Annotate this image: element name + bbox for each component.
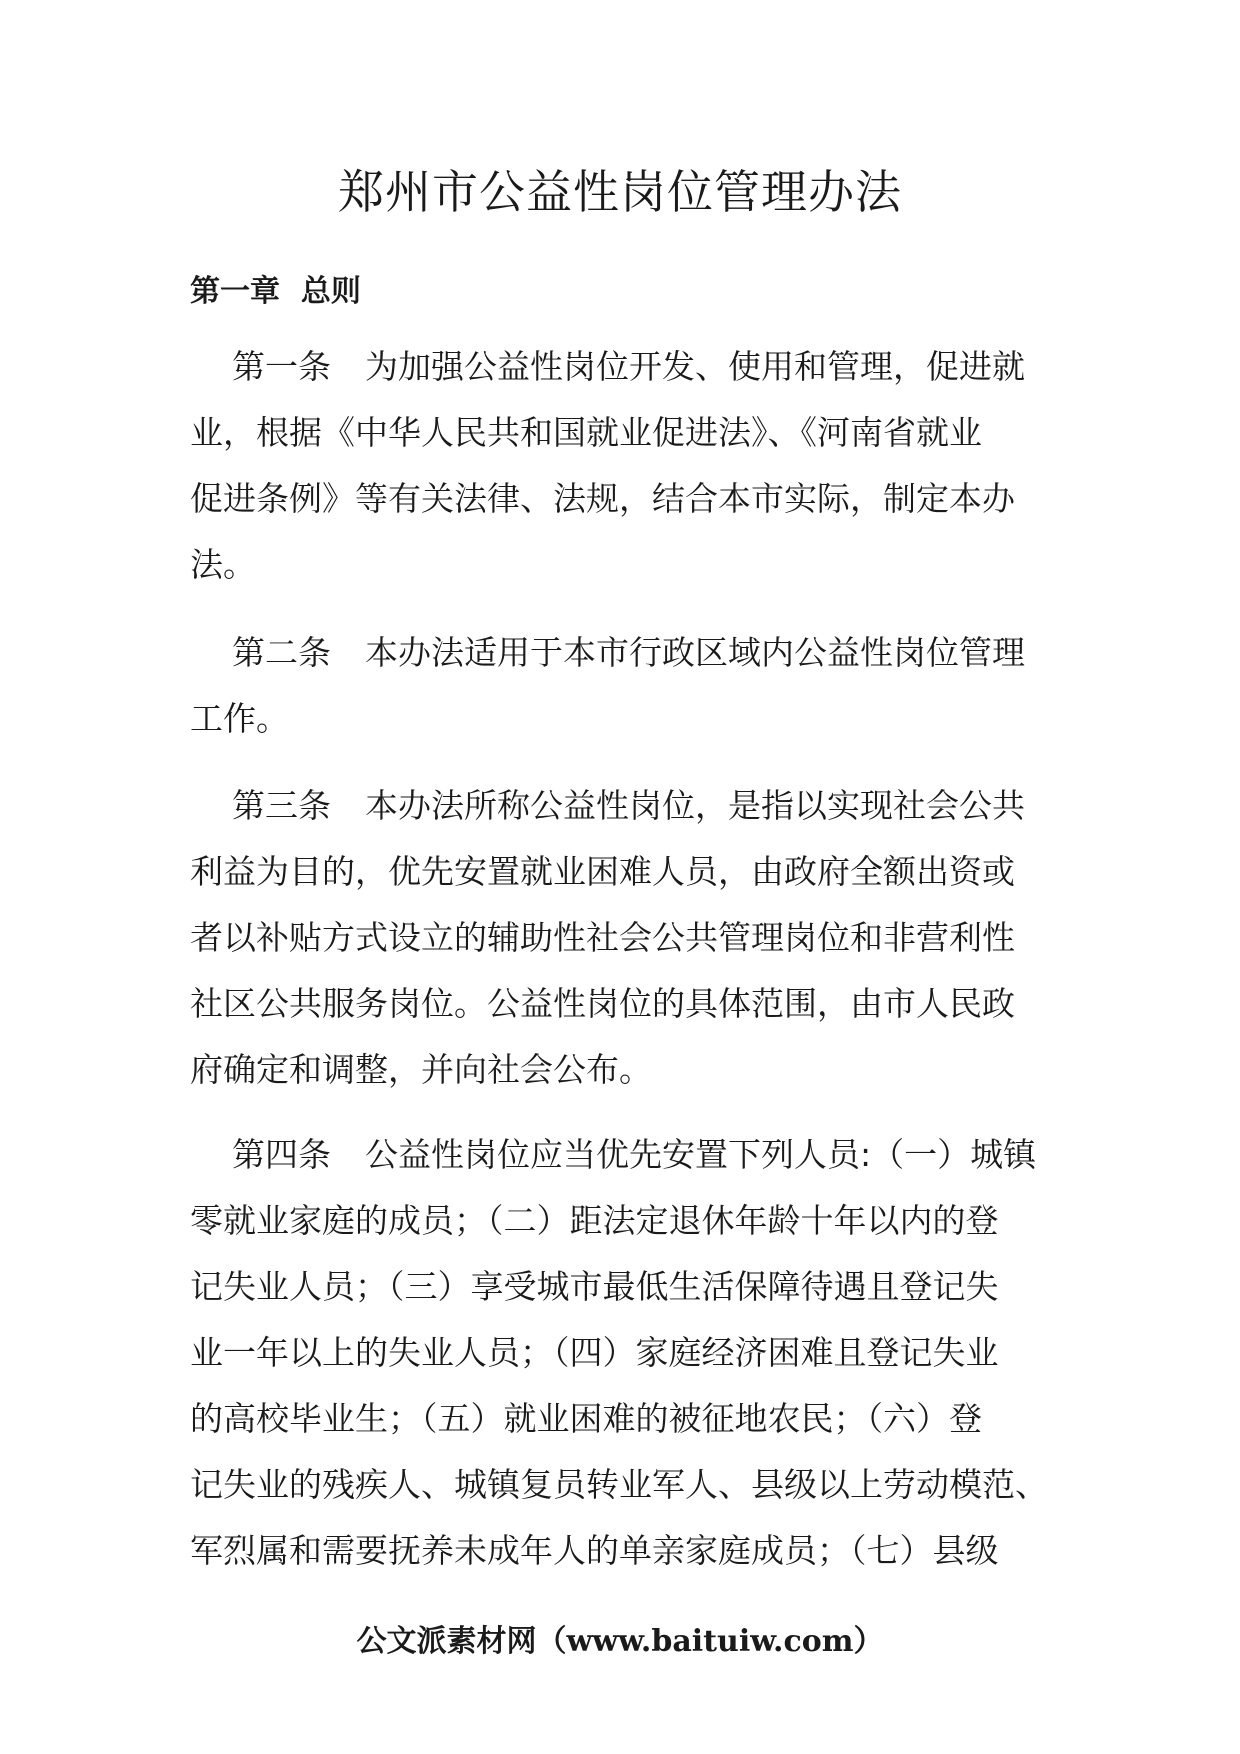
article-line: 业，根据《中华人民共和国就业促进法》、《河南省就业 (190, 413, 982, 452)
article-line: 利益为目的，优先安置就业困难人员，由政府全额出资或 (190, 852, 1015, 891)
article-line (190, 334, 1050, 400)
article-line (190, 773, 1050, 839)
article-line: 零就业家庭的成员；（二）距法定退休年龄十年以内的登 (190, 1201, 999, 1240)
article-number: 第一条 (232, 347, 331, 386)
chapter-heading: 第一章 总则 (190, 274, 361, 309)
article-text: 本办法适用于本市行政区域内公益性岗位管理 (365, 633, 1025, 672)
article-line: 工作。 (190, 699, 289, 738)
article-3 (190, 773, 1050, 1103)
article-number: 第三条 (232, 786, 331, 825)
article-line: 府确定和调整，并向社会公布。 (190, 1050, 652, 1089)
article-line: 促进条例》等有关法律、法规，结合本市实际，制定本办 (190, 479, 1015, 518)
article-line (190, 1122, 1050, 1188)
article-line (190, 620, 1050, 686)
article-text: 本办法所称公益性岗位，是指以实现社会公共 (365, 786, 1025, 825)
article-line: 记失业人员；（三）享受城市最低生活保障待遇且登记失 (190, 1267, 999, 1306)
footer-watermark: 公文派素材网（www.baituiw.com） (356, 1624, 884, 1659)
article-number: 第四条 (232, 1135, 331, 1174)
article-line: 记失业的残疾人、城镇复员转业军人、县级以上劳动模范、 (190, 1465, 1048, 1504)
article-line: 军烈属和需要抚养未成年人的单亲家庭成员；（七）县级 (190, 1531, 999, 1570)
article-line: 社区公共服务岗位。公益性岗位的具体范围，由市人民政 (190, 984, 1015, 1023)
article-text: 为加强公益性岗位开发、使用和管理，促进就 (365, 347, 1025, 386)
article-2 (190, 620, 1050, 752)
article-line: 的高校毕业生；（五）就业困难的被征地农民；（六）登 (190, 1399, 982, 1438)
article-1 (190, 334, 1050, 598)
article-line: 者以补贴方式设立的辅助性社会公共管理岗位和非营利性 (190, 918, 1015, 957)
article-line: 业一年以上的失业人员；（四）家庭经济困难且登记失业 (190, 1333, 999, 1372)
article-line: 法。 (190, 545, 256, 584)
article-number: 第二条 (232, 633, 331, 672)
document-title: 郑州市公益性岗位管理办法 (338, 165, 902, 219)
article-4 (190, 1122, 1050, 1584)
article-text: 公益性岗位应当优先安置下列人员:（一）城镇 (365, 1135, 1037, 1174)
